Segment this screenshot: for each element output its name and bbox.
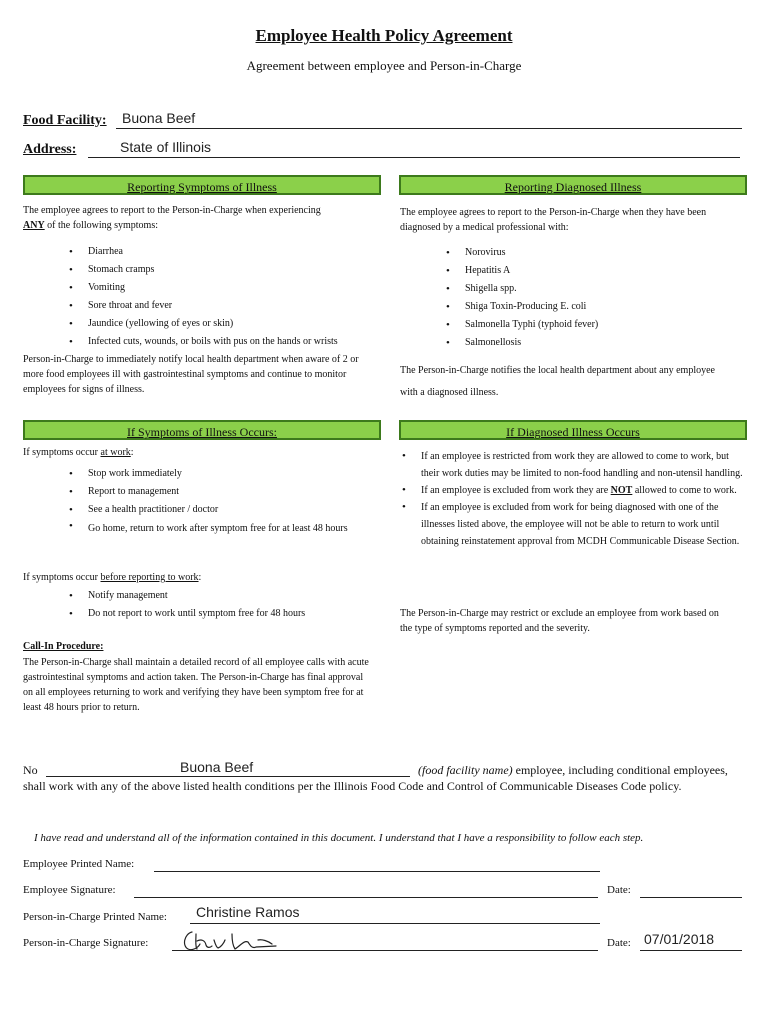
document-subtitle: Agreement between employee and Person-in-Charge (246, 58, 522, 73)
reporting-diagnosed-header (399, 175, 747, 195)
at-work-intro-emphasis: at work (100, 447, 131, 458)
diagnosed-list (443, 244, 743, 352)
address-label: Address: (23, 142, 77, 157)
symptoms-occur-header (23, 420, 381, 440)
agreement-text-line1 (418, 763, 728, 778)
symptoms-list (66, 243, 396, 351)
agreement-no: No (23, 763, 38, 777)
agreement-facility-line (46, 776, 410, 777)
pic-name-label: Person-in-Charge Printed Name: (23, 911, 167, 923)
list-item: • Hepatitis A (443, 262, 743, 280)
reporting-symptoms-heading: Reporting Symptoms of Illness (127, 180, 277, 194)
list-item: • Stop work immediately (66, 465, 366, 483)
list-item: • Stomach cramps (66, 261, 396, 279)
symptoms-intro-any: ANY (23, 220, 45, 231)
pic-date-value[interactable]: 07/01/2018 (644, 931, 715, 947)
callin-heading: Call-In Procedure: (23, 641, 104, 652)
employee-date-label: Date: (607, 884, 631, 896)
at-work-intro-colon: : (130, 447, 134, 458)
at-work-list (66, 465, 366, 536)
list-item: • Sore throat and fever (66, 297, 396, 315)
pic-name-line (190, 923, 600, 924)
employee-date-line[interactable] (640, 897, 742, 898)
list-item: • Diarrhea (66, 243, 396, 261)
food-facility-value[interactable]: Buona Beef (122, 110, 196, 126)
list-item: • Salmonellosis (443, 334, 743, 352)
diagnosed-occurs-list (399, 448, 744, 550)
pic-name-value[interactable]: Christine Ramos (196, 904, 300, 920)
symptoms-occur-heading: If Symptoms of Illness Occurs: (127, 425, 277, 439)
list-item: • Infected cuts, wounds, or boils with pus on the hands or wrists (66, 333, 396, 351)
handwritten-signature-icon[interactable] (178, 926, 290, 954)
diagnosed-note: The Person-in-Charge notifies the local health department about any employee with a diagnosed illness. (400, 365, 715, 398)
before-work-intro (23, 570, 201, 585)
list-item: • Vomiting (66, 279, 396, 297)
before-work-intro-text: If symptoms occur (23, 572, 101, 583)
before-work-intro-colon: : (198, 572, 202, 583)
symptoms-intro-tail: of the following symptoms: (44, 220, 159, 231)
symptoms-note: Person-in-Charge to immediately notify local health department when aware of 2 or more food employees ill with gastrointestinal symptoms and continue to monitor employees for signs of illness. (23, 354, 359, 395)
food-facility-label: Food Facility: (23, 113, 107, 128)
diagnosed-occurs-heading: If Diagnosed Illness Occurs (506, 425, 640, 439)
list-item: • Shigella spp. (443, 280, 743, 298)
list-item: • If an employee is excluded from work for being diagnosed with one of the illnesses listed above, the employee will not be able to return to work until obtaining reinstatement approval from MCDH Communicable Disease Section. (399, 499, 744, 550)
agreement-text-a: employee, including conditional employees, (512, 763, 728, 777)
document-title: Employee Health Policy Agreement (255, 26, 513, 45)
employee-signature-line[interactable] (134, 897, 598, 898)
employee-signature-label: Employee Signature: (23, 884, 116, 896)
exclusion-not: NOT (610, 485, 633, 496)
callin-text: The Person-in-Charge shall maintain a detailed record of all employee calls with acute gastrointestinal symptoms and action taken. The Person-in-Charge has final approval on all employees returning to work and verifying they have been symptom free for at least 48 hours prior to return. (23, 657, 369, 713)
address-value[interactable]: State of Illinois (120, 139, 212, 155)
before-work-list (66, 587, 386, 623)
diagnosed-intro: The employee agrees to report to the Person-in-Charge when they have been diagnosed by a medical professional with: (400, 207, 707, 233)
diagnosed-occurs-note: The Person-in-Charge may restrict or exclude an employee from work based on the type of symptoms reported and the severity. (400, 608, 719, 634)
pic-date-line (640, 950, 742, 951)
pic-date-label: Date: (607, 937, 631, 949)
at-work-intro-text: If symptoms occur (23, 447, 101, 458)
agreement-text-line2: shall work with any of the above listed health conditions per the Illinois Food Code and Control of Communicable Diseases Code policy. (23, 779, 682, 793)
list-item (399, 482, 744, 499)
agreement-facility-value[interactable]: Buona Beef (180, 759, 254, 775)
facility-name-hint: (food facility name) (418, 763, 513, 777)
acknowledgement-statement: I have read and understand all of the information contained in this document. I understand that I have a responsibility to follow each step. (34, 832, 644, 844)
exclusion-tail: allowed to come to work. (632, 485, 737, 496)
at-work-intro (23, 445, 134, 460)
food-facility-line (116, 128, 742, 129)
list-item: • Shiga Toxin-Producing E. coli (443, 298, 743, 316)
diagnosed-occurs-header (399, 420, 747, 440)
reporting-symptoms-header (23, 175, 381, 195)
symptoms-intro-text: The employee agrees to report to the Person-in-Charge when experiencing (23, 205, 321, 216)
reporting-diagnosed-heading: Reporting Diagnosed Illness (504, 180, 642, 194)
employee-name-label: Employee Printed Name: (23, 858, 135, 870)
list-item: • Report to management (66, 483, 366, 501)
address-line (88, 157, 740, 158)
pic-signature-label: Person-in-Charge Signature: (23, 937, 149, 949)
before-work-intro-emphasis: before reporting to work (100, 572, 199, 583)
list-item: • Do not report to work until symptom free for 48 hours (66, 605, 386, 623)
list-item: • Salmonella Typhi (typhoid fever) (443, 316, 743, 334)
list-item: • Norovirus (443, 244, 743, 262)
exclusion-text: If an employee is excluded from work they are (421, 485, 611, 496)
employee-name-line[interactable] (154, 871, 600, 872)
list-item: • If an employee is restricted from work they are allowed to come to work, but their work duties may be limited to non-food handling and non-utensil handling. (399, 448, 744, 482)
symptoms-intro (23, 203, 383, 233)
list-item: • Go home, return to work after symptom free for at least 48 hours (66, 519, 366, 536)
list-item: • Jaundice (yellowing of eyes or skin) (66, 315, 396, 333)
list-item: • Notify management (66, 587, 386, 605)
list-item: • See a health practitioner / doctor (66, 501, 366, 519)
